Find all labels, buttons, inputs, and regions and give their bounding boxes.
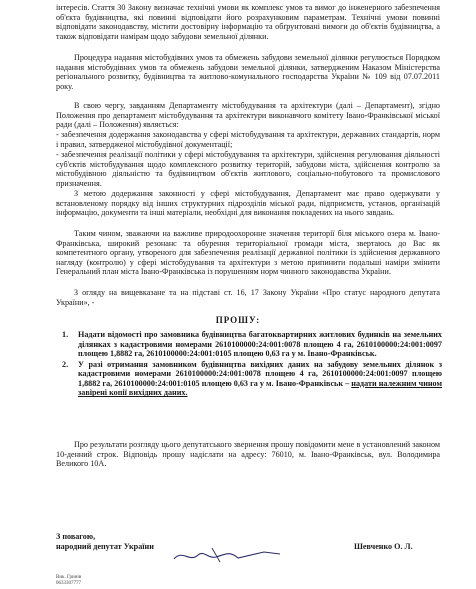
statute-paragraph: З огляду на вищевказане та на підставі ст. 16, 17 Закону України «Про статус народного депутата України», - (56, 288, 440, 307)
request-list (56, 330, 442, 399)
request-item-2 (56, 360, 442, 398)
intro-paragraph: інтересів. Стаття 30 Закону визначає технічні умови як комплекс умов та вимог до інженерного забезпечення об'єкта будівництва, які повинні відповідати його розрахунковим параметрам. Технічні умови повинні відповідати законодавству, містити достовірну інформацію та обґрунтовані вимоги до об'єктів будівництва, а також відповідати намірам щодо забудови земельної ділянки. (56, 3, 440, 41)
department-paragraph: В свою чергу, завданням Департаменту містобудування та архітектури (далі – Департамент), згідно Положення про департамент містобудування та архітектури виконавчого комітету Івано-Франківської міської ради (далі – Положення) являється: (56, 101, 440, 130)
request-text-underlined: надати належним чином завірені копії вихідних даних. (78, 378, 442, 398)
procedure-paragraph: Процедура надання містобудівних умов та обмежень забудови земельної ділянки регулюється Порядком надання містобудівних умов та обмежень забудови земельної ділянки, затвердженим Наказом Міністерства регіонального розвитку, будівництва та житлово-комунального господарства України № 109 від 07.07.2011 року. (56, 53, 440, 91)
executor-info (56, 575, 81, 587)
bullet-policy: - забезпечення реалізації політики у сфері містобудування та архітектури, здійснення регулювання діяльності суб'єктів містобудування щодо комплексного розвитку територій, забудови міста, здійснення контролю за містобудівною діяльністю та будівництвом об'єктів житлового, соціально-побутового та промислового призначення. (56, 150, 440, 188)
regards-text: З повагою, (56, 532, 96, 541)
executor-phone: 0633307777 (56, 581, 81, 586)
bullet-standards: - забезпечення додержання законодавства у сфері містобудування та архітектури, державних стандартів, норм і правил, затвердженої містобудівної документації; (56, 130, 440, 149)
executor-name: Вик. Гринів (56, 575, 82, 580)
request-text: Надати відомості про замовника будівництва багатоквартирних житлових будинків на земельних ділянках з кадастровими номерами 2610100000:24:001:0078 площею 4 га, 2610100000:24:001:0097 площею 1,8882 га, 2610100000:24:001:0105 площею 0,63 га у м. Івано-Франківськ. (78, 330, 442, 359)
request-item-1 (56, 330, 442, 359)
lake-paragraph: Таким чином, зважаючи на важливе природоохоронне значення території біля міського озера м. Івано-Франківська, широкий резонанс та обурення територіальної громади міста, звертаюсь до Вас як компетентного органу, утвореного для забезпечення реалізації державної політики із здійснення державного нагляду (контролю) у сфері містобудування та архітектури з метою припинити подальші наміри змінити Генеральний план міста Івано-Франківська із порушенням норм чинного законодавства України. (56, 229, 440, 277)
request-title: ПРОШУ: (215, 315, 261, 325)
request-number: 1. (62, 330, 69, 339)
closing-paragraph: Про результати розгляду цього депутатського звернення прошу повідомити мене в установлений законом 10-денний строк. Відповідь прошу надіслати на адресу: 76010, м. Івано-Франківськ, вул. Володимира Великого 10А. (56, 440, 440, 469)
signer-name: Шевченко О. Л. (354, 542, 413, 551)
signature-block (56, 532, 154, 552)
rights-paragraph: З метою додержання законності у сфері містобудування, Департамент має право одержувати у встановленому порядку від інших структурних підрозділів міської ради, підприємств, установ, організацій інформацію, документи та інші матеріали, необхідні для виконання покладених на нього завдань. (56, 189, 440, 218)
request-text: У разі отримання замовником будівництва вихідних даних на забудову земельних ділянок з кадастровими номерами 2610100000:24:001:0078 площею 4 га, 2610100000:24:001:0097 площею 1,8882 га, 2610100000:24:001:0105 площею 0,63 га у м. Івано-Франківськ – (78, 359, 442, 388)
handwritten-signature (168, 545, 288, 565)
signer-title: народний депутат України (56, 542, 154, 551)
request-number: 2. (62, 359, 69, 369)
